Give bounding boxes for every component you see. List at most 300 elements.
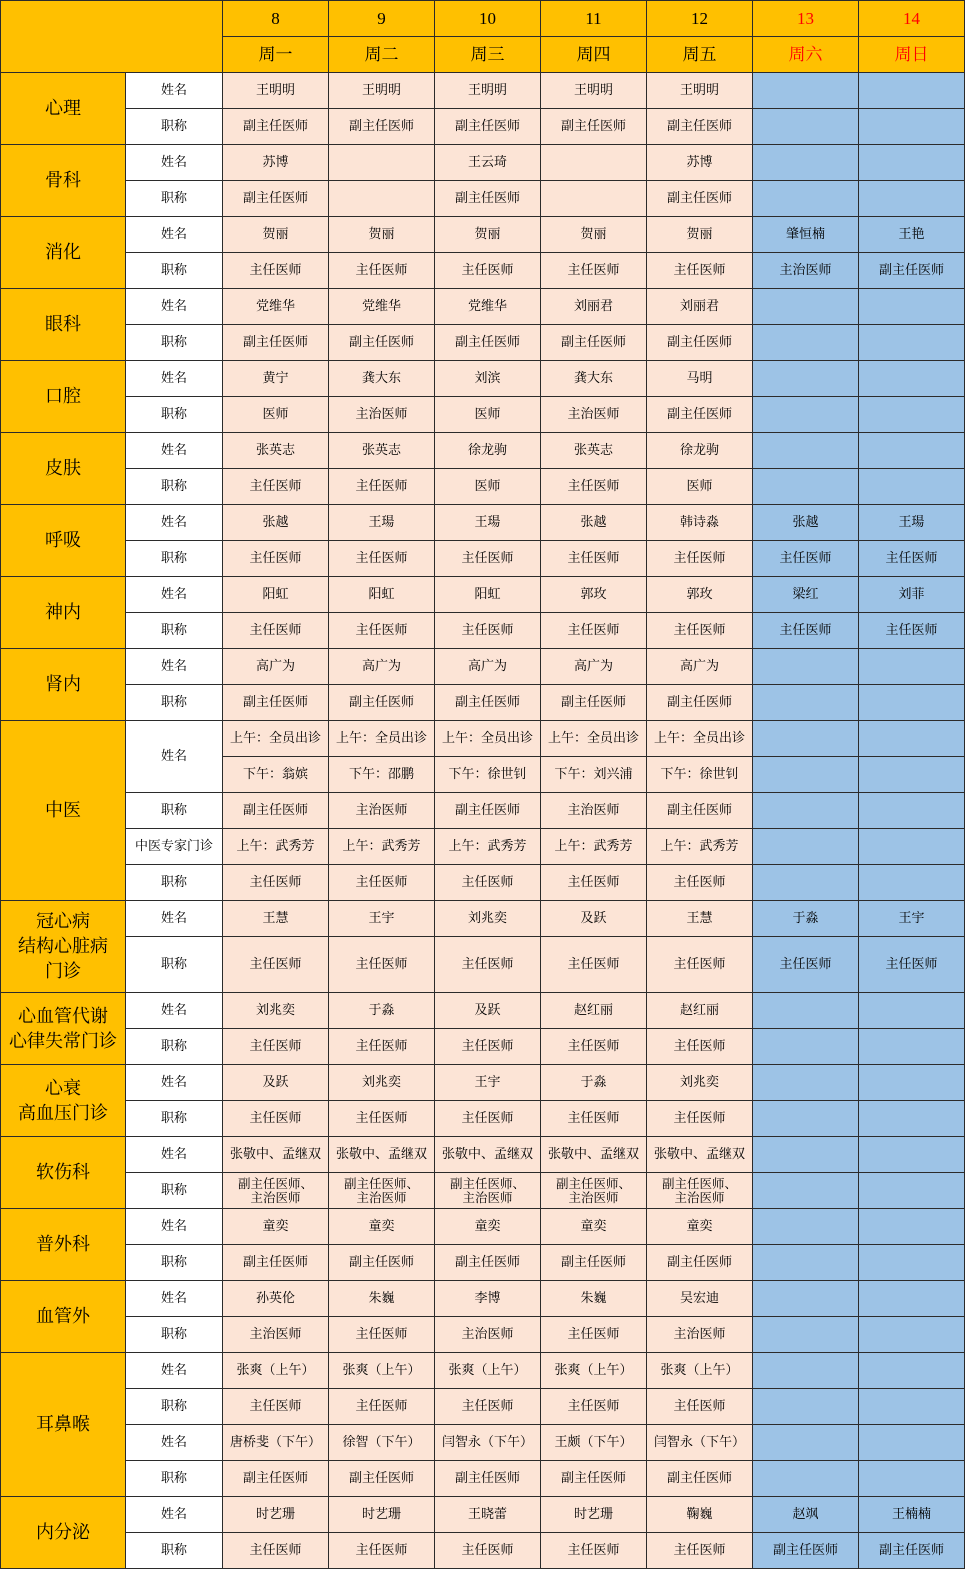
- table-row: [1, 1029, 965, 1065]
- schedule-cell: 副主任医师: [647, 181, 753, 217]
- schedule-cell: 副主任医师: [223, 181, 329, 217]
- schedule-cell: 主任医师: [859, 541, 965, 577]
- schedule-cell: 主治医师: [223, 1317, 329, 1353]
- schedule-cell: [859, 1461, 965, 1497]
- schedule-cell: 张越: [223, 505, 329, 541]
- row-label: 姓名: [126, 145, 223, 181]
- schedule-cell: 主任医师: [329, 469, 435, 505]
- department-name: 耳鼻喉: [1, 1353, 126, 1497]
- schedule-cell: [859, 397, 965, 433]
- table-row: [1, 1353, 965, 1389]
- schedule-cell: 主任医师: [223, 613, 329, 649]
- table-row: [1, 1389, 965, 1425]
- schedule-cell: 张爽（上午）: [223, 1353, 329, 1389]
- table-row: [1, 1173, 965, 1209]
- schedule-cell: 主任医师: [435, 1533, 541, 1569]
- schedule-cell: 副主任医师: [647, 109, 753, 145]
- row-label: 职称: [126, 1245, 223, 1281]
- schedule-cell: 主任医师: [223, 253, 329, 289]
- row-label: 职称: [126, 613, 223, 649]
- schedule-cell: [859, 469, 965, 505]
- table-row: [1, 397, 965, 433]
- schedule-cell: [859, 1317, 965, 1353]
- schedule-cell: 下午：徐世钊: [435, 757, 541, 793]
- date-header: 13: [753, 1, 859, 37]
- schedule-cell: [859, 1389, 965, 1425]
- schedule-cell: 主任医师: [435, 253, 541, 289]
- table-row: [1, 1425, 965, 1461]
- schedule-cell: 主任医师: [541, 469, 647, 505]
- schedule-cell: 下午：徐世钊: [647, 757, 753, 793]
- department-name: 神内: [1, 577, 126, 649]
- schedule-cell: 于淼: [753, 901, 859, 937]
- schedule-cell: 主任医师: [329, 1533, 435, 1569]
- schedule-cell: 主任医师: [647, 937, 753, 993]
- department-name: 心理: [1, 73, 126, 145]
- schedule-cell: 主任医师: [541, 1533, 647, 1569]
- schedule-cell: 主任医师: [223, 865, 329, 901]
- schedule-cell: 王楠楠: [859, 1497, 965, 1533]
- schedule-cell: 主任医师: [329, 865, 435, 901]
- schedule-cell: [753, 993, 859, 1029]
- schedule-cell: 刘兆奕: [223, 993, 329, 1029]
- schedule-cell: 主任医师: [435, 1029, 541, 1065]
- schedule-cell: [859, 181, 965, 217]
- schedule-cell: [859, 325, 965, 361]
- schedule-cell: [329, 145, 435, 181]
- department-name: 内分泌: [1, 1497, 126, 1569]
- schedule-cell: 主任医师: [541, 1389, 647, 1425]
- row-label: 职称: [126, 397, 223, 433]
- schedule-cell: [859, 361, 965, 397]
- schedule-cell: 贺丽: [223, 217, 329, 253]
- schedule-cell: 党维华: [329, 289, 435, 325]
- schedule-cell: 王慧: [647, 901, 753, 937]
- schedule-cell: [859, 757, 965, 793]
- schedule-cell: 副主任医师: [859, 1533, 965, 1569]
- schedule-cell: 张英志: [223, 433, 329, 469]
- schedule-cell: [753, 829, 859, 865]
- schedule-cell: 王瑒: [435, 505, 541, 541]
- schedule-cell: [753, 181, 859, 217]
- row-label: 职称: [126, 1101, 223, 1137]
- schedule-cell: 张英志: [329, 433, 435, 469]
- schedule-cell: 副主任医师、 主治医师: [223, 1173, 329, 1209]
- schedule-cell: 阳虹: [329, 577, 435, 613]
- table-row: [1, 253, 965, 289]
- schedule-cell: 高广为: [435, 649, 541, 685]
- table-row: [1, 361, 965, 397]
- schedule-cell: 高广为: [329, 649, 435, 685]
- table-row: [1, 1245, 965, 1281]
- schedule-cell: 上午：全员出诊: [435, 721, 541, 757]
- schedule-cell: [753, 289, 859, 325]
- weekday-header: 周四: [541, 37, 647, 73]
- row-label: 职称: [126, 325, 223, 361]
- schedule-cell: 主任医师: [329, 937, 435, 993]
- schedule-cell: 徐龙驹: [647, 433, 753, 469]
- schedule-cell: 阳虹: [435, 577, 541, 613]
- schedule-cell: 主任医师: [329, 1389, 435, 1425]
- schedule-cell: [753, 793, 859, 829]
- schedule-cell: 闫智永（下午）: [647, 1425, 753, 1461]
- schedule-cell: 副主任医师: [541, 1245, 647, 1281]
- table-row: [1, 469, 965, 505]
- department-name: 中医: [1, 721, 126, 901]
- schedule-cell: 主任医师: [753, 613, 859, 649]
- schedule-cell: [859, 1281, 965, 1317]
- date-header: 12: [647, 1, 753, 37]
- schedule-cell: 党维华: [435, 289, 541, 325]
- row-label: 姓名: [126, 217, 223, 253]
- table-row: [1, 901, 965, 937]
- table-row: [1, 145, 965, 181]
- weekday-header: 周五: [647, 37, 753, 73]
- row-label: 职称: [126, 685, 223, 721]
- schedule-cell: 上午：全员出诊: [329, 721, 435, 757]
- schedule-cell: 主任医师: [541, 865, 647, 901]
- schedule-cell: 王晓蕾: [435, 1497, 541, 1533]
- schedule-cell: [753, 757, 859, 793]
- schedule-cell: 主任医师: [647, 865, 753, 901]
- schedule-cell: [753, 1173, 859, 1209]
- schedule-cell: 王宇: [329, 901, 435, 937]
- row-label: 姓名: [126, 1065, 223, 1101]
- schedule-cell: 副主任医师: [541, 325, 647, 361]
- schedule-cell: 龚大东: [541, 361, 647, 397]
- schedule-cell: 时艺珊: [541, 1497, 647, 1533]
- schedule-cell: 副主任医师: [541, 685, 647, 721]
- schedule-cell: 张敬中、孟继双: [435, 1137, 541, 1173]
- table-row: [1, 577, 965, 613]
- schedule-cell: [753, 685, 859, 721]
- schedule-cell: 副主任医师: [753, 1533, 859, 1569]
- schedule-cell: 副主任医师: [859, 253, 965, 289]
- schedule-cell: 郭玫: [647, 577, 753, 613]
- schedule-cell: 朱巍: [541, 1281, 647, 1317]
- schedule-cell: 主任医师: [329, 253, 435, 289]
- schedule-cell: 上午：武秀芳: [223, 829, 329, 865]
- schedule-cell: 童奕: [647, 1209, 753, 1245]
- schedule-cell: 主任医师: [223, 1101, 329, 1137]
- schedule-cell: 上午：武秀芳: [435, 829, 541, 865]
- schedule-cell: [859, 145, 965, 181]
- row-label: 职称: [126, 469, 223, 505]
- schedule-cell: 副主任医师: [541, 1461, 647, 1497]
- schedule-cell: 主任医师: [223, 937, 329, 993]
- date-header: 9: [329, 1, 435, 37]
- schedule-cell: 张爽（上午）: [647, 1353, 753, 1389]
- schedule-cell: 王云琦: [435, 145, 541, 181]
- schedule-cell: 刘兆奕: [647, 1065, 753, 1101]
- schedule-cell: 主任医师: [435, 613, 541, 649]
- schedule-cell: 赵红丽: [541, 993, 647, 1029]
- schedule-cell: 副主任医师: [329, 685, 435, 721]
- schedule-cell: 阳虹: [223, 577, 329, 613]
- department-name: 肾内: [1, 649, 126, 721]
- schedule-cell: 主任医师: [647, 1101, 753, 1137]
- row-label: 姓名: [126, 1281, 223, 1317]
- schedule-cell: [859, 1137, 965, 1173]
- schedule-cell: [859, 993, 965, 1029]
- schedule-cell: [859, 793, 965, 829]
- schedule-cell: 马明: [647, 361, 753, 397]
- schedule-cell: 主任医师: [223, 541, 329, 577]
- department-name: 心血管代谢 心律失常门诊: [1, 993, 126, 1065]
- schedule-cell: 贺丽: [647, 217, 753, 253]
- schedule-cell: 于淼: [329, 993, 435, 1029]
- schedule-cell: 王艳: [859, 217, 965, 253]
- schedule-cell: 副主任医师: [435, 181, 541, 217]
- row-label: 职称: [126, 253, 223, 289]
- department-name: 骨科: [1, 145, 126, 217]
- weekday-header: 周二: [329, 37, 435, 73]
- schedule-cell: 主任医师: [435, 865, 541, 901]
- schedule-cell: 王瑒: [859, 505, 965, 541]
- schedule-cell: 肇恒楠: [753, 217, 859, 253]
- table-row: [1, 865, 965, 901]
- schedule-cell: [753, 1317, 859, 1353]
- row-label: 姓名: [126, 1497, 223, 1533]
- row-label: 职称: [126, 109, 223, 145]
- row-label: 姓名: [126, 289, 223, 325]
- schedule-cell: [753, 397, 859, 433]
- schedule-cell: 刘滨: [435, 361, 541, 397]
- schedule-cell: 张敬中、孟继双: [223, 1137, 329, 1173]
- schedule-cell: 闫智永（下午）: [435, 1425, 541, 1461]
- weekday-header: 周三: [435, 37, 541, 73]
- schedule-cell: 贺丽: [435, 217, 541, 253]
- schedule-cell: 贺丽: [541, 217, 647, 253]
- schedule-cell: [753, 325, 859, 361]
- department-name: 消化: [1, 217, 126, 289]
- schedule-cell: 上午：武秀芳: [329, 829, 435, 865]
- schedule-cell: 童奕: [329, 1209, 435, 1245]
- schedule-cell: 张敬中、孟继双: [647, 1137, 753, 1173]
- schedule-cell: [753, 145, 859, 181]
- schedule-cell: 贺丽: [329, 217, 435, 253]
- schedule-cell: 郭玫: [541, 577, 647, 613]
- schedule-cell: 赵红丽: [647, 993, 753, 1029]
- table-row: [1, 433, 965, 469]
- schedule-cell: 童奕: [435, 1209, 541, 1245]
- schedule-cell: 主任医师: [223, 469, 329, 505]
- schedule-cell: 副主任医师: [329, 1461, 435, 1497]
- schedule-cell: 副主任医师、 主治医师: [435, 1173, 541, 1209]
- row-label: 职称: [126, 865, 223, 901]
- schedule-cell: [753, 1461, 859, 1497]
- schedule-cell: 童奕: [541, 1209, 647, 1245]
- schedule-cell: 下午：邵鹏: [329, 757, 435, 793]
- table-row: [1, 1281, 965, 1317]
- schedule-cell: 主任医师: [541, 253, 647, 289]
- row-label: 姓名: [126, 505, 223, 541]
- schedule-cell: 王瑒: [329, 505, 435, 541]
- row-label: 姓名: [126, 577, 223, 613]
- schedule-cell: [859, 1029, 965, 1065]
- schedule-cell: 梁红: [753, 577, 859, 613]
- schedule-cell: [753, 865, 859, 901]
- schedule-cell: 唐桥斐（下午）: [223, 1425, 329, 1461]
- schedule-cell: 主任医师: [647, 613, 753, 649]
- row-label: 姓名: [126, 721, 223, 793]
- schedule-cell: 医师: [435, 469, 541, 505]
- schedule-cell: 主任医师: [541, 1029, 647, 1065]
- schedule-cell: [859, 1173, 965, 1209]
- schedule-cell: 上午：全员出诊: [541, 721, 647, 757]
- schedule-cell: [859, 73, 965, 109]
- schedule-cell: 主任医师: [223, 1029, 329, 1065]
- schedule-cell: 副主任医师: [223, 109, 329, 145]
- schedule-cell: 苏博: [647, 145, 753, 181]
- schedule-cell: 副主任医师、 主治医师: [647, 1173, 753, 1209]
- schedule-cell: 副主任医师: [435, 109, 541, 145]
- row-label: 职称: [126, 937, 223, 993]
- department-name: 眼科: [1, 289, 126, 361]
- schedule-cell: 副主任医师: [329, 325, 435, 361]
- schedule-cell: 时艺珊: [223, 1497, 329, 1533]
- schedule-cell: 医师: [435, 397, 541, 433]
- schedule-cell: 主任医师: [541, 541, 647, 577]
- department-name: 软伤科: [1, 1137, 126, 1209]
- schedule-cell: 副主任医师: [647, 325, 753, 361]
- schedule-cell: 苏博: [223, 145, 329, 181]
- department-name: 血管外: [1, 1281, 126, 1353]
- department-name: 心衰 高血压门诊: [1, 1065, 126, 1137]
- schedule-cell: 张爽（上午）: [435, 1353, 541, 1389]
- schedule-cell: 下午：翁嫔: [223, 757, 329, 793]
- schedule-cell: 黄宁: [223, 361, 329, 397]
- table-row: [1, 793, 965, 829]
- schedule-cell: 主任医师: [541, 937, 647, 993]
- table-row: [1, 73, 965, 109]
- schedule-cell: [859, 289, 965, 325]
- row-label: 职称: [126, 1389, 223, 1425]
- schedule-cell: 李博: [435, 1281, 541, 1317]
- row-label: 姓名: [126, 993, 223, 1029]
- table-row: [1, 505, 965, 541]
- schedule-cell: 王颇（下午）: [541, 1425, 647, 1461]
- schedule-cell: 主治医师: [329, 397, 435, 433]
- schedule-cell: 副主任医师: [223, 685, 329, 721]
- schedule-cell: 医师: [647, 469, 753, 505]
- schedule-cell: 主任医师: [435, 1389, 541, 1425]
- schedule-cell: 主任医师: [223, 1533, 329, 1569]
- table-row: [1, 1317, 965, 1353]
- schedule-cell: [753, 721, 859, 757]
- schedule-cell: 王明明: [435, 73, 541, 109]
- schedule-cell: 及跃: [223, 1065, 329, 1101]
- schedule-cell: [859, 1245, 965, 1281]
- table-row: [1, 181, 965, 217]
- schedule-cell: 主任医师: [435, 541, 541, 577]
- row-label: 姓名: [126, 1425, 223, 1461]
- schedule-cell: 主治医师: [541, 793, 647, 829]
- schedule-cell: [753, 1065, 859, 1101]
- schedule-cell: 上午：武秀芳: [647, 829, 753, 865]
- schedule-cell: [753, 469, 859, 505]
- table-row: [1, 1137, 965, 1173]
- schedule-cell: 主任医师: [859, 937, 965, 993]
- schedule-cell: 主任医师: [329, 1317, 435, 1353]
- schedule-cell: 副主任医师、 主治医师: [541, 1173, 647, 1209]
- schedule-cell: [753, 1209, 859, 1245]
- department-name: 口腔: [1, 361, 126, 433]
- schedule-cell: 童奕: [223, 1209, 329, 1245]
- table-row: [1, 1101, 965, 1137]
- schedule-cell: 上午：全员出诊: [223, 721, 329, 757]
- table-row: [1, 721, 965, 757]
- schedule-cell: [859, 829, 965, 865]
- schedule-cell: 副主任医师: [435, 1245, 541, 1281]
- schedule-cell: 副主任医师: [435, 685, 541, 721]
- schedule-cell: 副主任医师: [647, 685, 753, 721]
- department-name: 呼吸: [1, 505, 126, 577]
- schedule-cell: 副主任医师: [435, 793, 541, 829]
- schedule-cell: 主任医师: [435, 1101, 541, 1137]
- schedule-cell: [753, 1245, 859, 1281]
- schedule-cell: 主任医师: [647, 541, 753, 577]
- schedule-cell: 张英志: [541, 433, 647, 469]
- schedule-cell: 主任医师: [329, 1029, 435, 1065]
- row-label: 姓名: [126, 649, 223, 685]
- schedule-cell: [859, 865, 965, 901]
- schedule-cell: [753, 1101, 859, 1137]
- date-header: 8: [223, 1, 329, 37]
- row-label: 职称: [126, 1029, 223, 1065]
- schedule-cell: 刘兆奕: [435, 901, 541, 937]
- schedule-cell: 主治医师: [541, 397, 647, 433]
- schedule-cell: [859, 649, 965, 685]
- schedule-cell: 刘丽君: [541, 289, 647, 325]
- schedule-cell: 张越: [753, 505, 859, 541]
- schedule-cell: [859, 1101, 965, 1137]
- table-row: [1, 1533, 965, 1569]
- department-name: 冠心病 结构心脏病 门诊: [1, 901, 126, 993]
- schedule-cell: 主任医师: [647, 1029, 753, 1065]
- schedule-cell: [753, 433, 859, 469]
- schedule-cell: 主治医师: [329, 793, 435, 829]
- schedule-cell: 副主任医师: [223, 793, 329, 829]
- schedule-cell: [753, 1389, 859, 1425]
- row-label: 中医专家门诊: [126, 829, 223, 865]
- schedule-cell: 高广为: [647, 649, 753, 685]
- schedule-cell: [753, 73, 859, 109]
- schedule-cell: 吴宏迪: [647, 1281, 753, 1317]
- schedule-cell: 及跃: [435, 993, 541, 1029]
- schedule-cell: 徐龙驹: [435, 433, 541, 469]
- schedule-cell: 徐智（下午）: [329, 1425, 435, 1461]
- schedule-cell: [753, 361, 859, 397]
- schedule-cell: 主任医师: [753, 937, 859, 993]
- table-row: [1, 829, 965, 865]
- schedule-cell: 王明明: [223, 73, 329, 109]
- schedule-cell: 主治医师: [753, 253, 859, 289]
- schedule-cell: 张越: [541, 505, 647, 541]
- row-label: 姓名: [126, 1209, 223, 1245]
- schedule-cell: [859, 685, 965, 721]
- schedule-cell: 刘兆奕: [329, 1065, 435, 1101]
- schedule-cell: 党维华: [223, 289, 329, 325]
- row-label: 职称: [126, 793, 223, 829]
- schedule-cell: 副主任医师: [435, 1461, 541, 1497]
- schedule-cell: 张敬中、孟继双: [541, 1137, 647, 1173]
- row-label: 姓名: [126, 901, 223, 937]
- schedule-cell: [329, 181, 435, 217]
- date-header: 11: [541, 1, 647, 37]
- row-label: 姓名: [126, 433, 223, 469]
- schedule-cell: 副主任医师: [647, 1461, 753, 1497]
